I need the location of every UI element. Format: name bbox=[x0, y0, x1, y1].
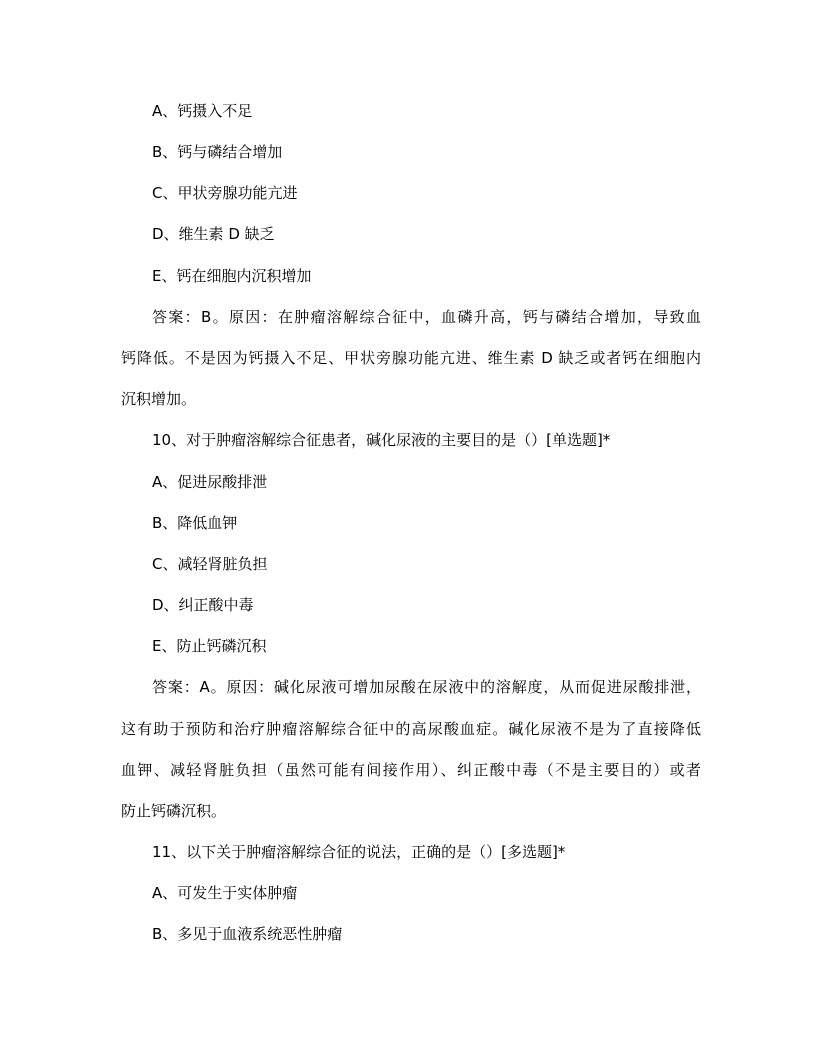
q10-answer-line-2: 这有助于预防和治疗肿瘤溶解综合征中的高尿酸血症。碱化尿液不是为了直接降低 bbox=[121, 720, 701, 738]
q9-answer-line-3: 沉积增加。 bbox=[121, 390, 197, 408]
q9-option-d: D、维生素 D 缺乏 bbox=[152, 225, 275, 243]
q11-option-a: A、可发生于实体肿瘤 bbox=[152, 884, 298, 902]
q10-question: 10、对于肿瘤溶解综合征患者，碱化尿液的主要目的是（）[单选题]* bbox=[152, 431, 611, 449]
q10-option-b: B、降低血钾 bbox=[152, 514, 238, 532]
q11-question: 11、以下关于肿瘤溶解综合征的说法，正确的是（）[多选题]* bbox=[152, 843, 566, 861]
q10-answer-line-4: 防止钙磷沉积。 bbox=[121, 802, 227, 820]
q9-answer-line-1: 答案：B。原因：在肿瘤溶解综合征中，血磷升高，钙与磷结合增加，导致血 bbox=[152, 308, 701, 326]
q10-answer-line-3: 血钾、减轻肾脏负担（虽然可能有间接作用）、纠正酸中毒（不是主要目的）或者 bbox=[121, 761, 701, 779]
q10-option-c: C、减轻肾脏负担 bbox=[152, 555, 268, 573]
q10-option-a: A、促进尿酸排泄 bbox=[152, 473, 268, 491]
q11-option-b: B、多见于血液系统恶性肿瘤 bbox=[152, 925, 343, 943]
q9-option-a: A、钙摄入不足 bbox=[152, 102, 253, 120]
q9-option-c: C、甲状旁腺功能亢进 bbox=[152, 184, 298, 202]
q10-option-d: D、纠正酸中毒 bbox=[152, 596, 254, 614]
q10-answer-line-1: 答案：A。原因：碱化尿液可增加尿酸在尿液中的溶解度，从而促进尿酸排泄， bbox=[152, 678, 701, 696]
q9-option-e: E、钙在细胞内沉积增加 bbox=[152, 267, 312, 285]
q10-option-e: E、防止钙磷沉积 bbox=[152, 637, 267, 655]
q9-answer-line-2: 钙降低。不是因为钙摄入不足、甲状旁腺功能亢进、维生素 D 缺乏或者钙在细胞内 bbox=[121, 349, 701, 367]
q9-option-b: B、钙与磷结合增加 bbox=[152, 143, 283, 161]
